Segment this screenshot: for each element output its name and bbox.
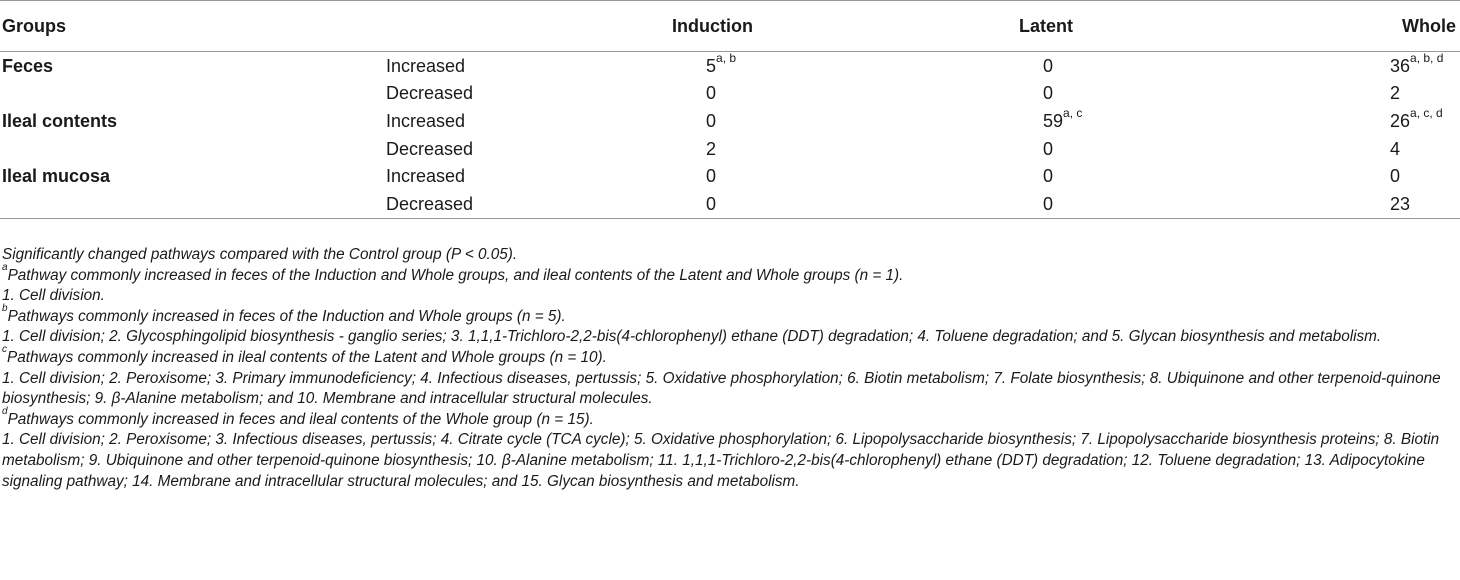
header-whole-label: Whole xyxy=(1402,15,1456,36)
table-footnotes xyxy=(0,245,1458,492)
table-row xyxy=(0,190,1460,218)
footnote-d-list: 1. Cell division; 2. Peroxisome; 3. Infectious diseases, pertussis; 4. Citrate cycle (TCA cycle); 5. Oxidative phosphorylation; 6. Lipopolysaccharide biosynthesis; 7. Lipopolysaccharide biosynthesis proteins; 8. Biotin metabolism; 9. Ubiquinone and other terpenoid-quinone biosynthesis; 10. β-Alanine metabolism; 11. 1,1,1-Trichloro-2,2-bis(4-chlorophenyl) ethane (DDT) degradation; 12. Toluene degradation; 13. Adipocytokine signaling pathway; 14. Membrane and intracellular structural molecules; and 15. Glycan biosynthesis and metabolism. xyxy=(2,431,1440,490)
row-direction: Increased xyxy=(386,55,466,76)
footnote-b-mark: b xyxy=(2,302,8,314)
row-group xyxy=(0,190,384,218)
results-table xyxy=(0,0,1460,219)
footnote-a-list: 1. Cell division. xyxy=(2,287,105,305)
row-group xyxy=(0,135,384,163)
header-latent xyxy=(824,1,1161,52)
row-latent xyxy=(824,190,1161,218)
footnote-b xyxy=(0,302,1458,328)
row-induction xyxy=(624,135,824,163)
table-row xyxy=(0,80,1460,108)
cell-value: 0 xyxy=(1043,193,1054,214)
table-row xyxy=(0,135,1460,163)
cell-value: 5 xyxy=(706,55,717,76)
row-induction xyxy=(624,80,824,108)
table-header xyxy=(0,1,1460,52)
row-group: Ileal contents xyxy=(2,110,118,131)
footnote-a xyxy=(0,261,1458,287)
footnote-c xyxy=(0,343,1458,369)
footnote-intro: Significantly changed pathways compared with the Control group (P < 0.05). xyxy=(2,246,518,263)
cell-value: 0 xyxy=(706,83,717,104)
footnote-c-list: 1. Cell division; 2. Peroxisome; 3. Primary immunodeficiency; 4. Infectious diseases, pertussis; 5. Oxidative phosphorylation; 6. Biotin metabolism; 7. Folate biosynthesis; 8. Ubiquinone and other terpenoid-quinone biosynthesis; 9. β-Alanine metabolism; and 10. Membrane and intracellular structural molecules. xyxy=(2,369,1441,408)
row-induction xyxy=(624,162,824,190)
cell-value: 0 xyxy=(1043,83,1054,104)
cell-value: 36 xyxy=(1390,55,1411,76)
cell-value: 0 xyxy=(706,166,717,187)
footnote-d xyxy=(0,405,1458,431)
footnote-mark: a, b xyxy=(716,50,737,65)
cell-value: 2 xyxy=(1390,83,1401,104)
row-latent xyxy=(824,107,1161,135)
footnote-b-text: Pathways commonly increased in feces of the Induction and Whole groups (n = 5). xyxy=(7,307,566,325)
row-induction xyxy=(624,107,824,135)
row-whole xyxy=(1161,52,1460,80)
row-direction: Increased xyxy=(386,166,466,187)
footnote-a-text: Pathway commonly increased in feces of the Induction and Whole groups, and ileal contents of the Latent and Whole groups (n = 1). xyxy=(7,266,904,284)
row-whole xyxy=(1161,107,1460,135)
cell-value: 0 xyxy=(1043,55,1054,76)
cell-value: 23 xyxy=(1390,193,1411,214)
header-latent-label: Latent xyxy=(1019,15,1073,36)
row-direction: Decreased xyxy=(386,138,474,159)
cell-value: 0 xyxy=(1043,138,1054,159)
row-group xyxy=(0,80,384,108)
footnote-mark: a, c, d xyxy=(1410,105,1443,120)
row-induction xyxy=(624,52,824,80)
row-whole xyxy=(1161,190,1460,218)
table-row xyxy=(0,162,1460,190)
footnote-d-mark: d xyxy=(2,405,8,417)
header-row xyxy=(0,1,1460,52)
row-whole xyxy=(1161,162,1460,190)
header-induction-label: Induction xyxy=(672,15,753,36)
header-direction xyxy=(384,1,624,52)
cell-value: 0 xyxy=(1390,166,1401,187)
row-latent xyxy=(824,162,1161,190)
row-group: Feces xyxy=(2,55,54,76)
footnote-c-mark: c xyxy=(2,343,7,355)
cell-value: 2 xyxy=(706,138,717,159)
header-whole xyxy=(1161,1,1460,52)
row-whole xyxy=(1161,80,1460,108)
footnote-mark: a, c xyxy=(1063,105,1083,120)
header-induction xyxy=(624,1,824,52)
cell-value: 4 xyxy=(1390,138,1401,159)
row-latent xyxy=(824,52,1161,80)
cell-value: 59 xyxy=(1043,110,1064,131)
row-latent xyxy=(824,135,1161,163)
footnote-a-mark: a xyxy=(2,261,8,273)
cell-value: 0 xyxy=(1043,166,1054,187)
row-whole xyxy=(1161,135,1460,163)
footnote-b-list: 1. Cell division; 2. Glycosphingolipid biosynthesis - ganglio series; 3. 1,1,1-Trichloro-2,2-bis(4-chlorophenyl) ethane (DDT) degradation; 4. Toluene degradation; and 5. Glycan biosynthesis and metabolism. xyxy=(2,328,1382,346)
row-latent xyxy=(824,80,1161,108)
cell-value: 0 xyxy=(706,110,717,131)
table-body xyxy=(0,52,1460,219)
row-direction: Decreased xyxy=(384,190,624,218)
row-direction: Increased xyxy=(386,110,466,131)
row-group: Ileal mucosa xyxy=(2,166,111,187)
footnote-mark: a, b, d xyxy=(1410,50,1444,65)
footnote-c-text: Pathways commonly increased in ileal contents of the Latent and Whole groups (n = 10). xyxy=(7,348,607,366)
cell-value: 26 xyxy=(1390,110,1411,131)
row-induction xyxy=(624,190,824,218)
table-row xyxy=(0,52,1460,80)
row-direction: Decreased xyxy=(386,83,474,104)
header-groups: Groups xyxy=(0,1,384,52)
table-row xyxy=(0,107,1460,135)
footnote-d-text: Pathways commonly increased in feces and ileal contents of the Whole group (n = 15). xyxy=(7,410,594,428)
cell-value: 0 xyxy=(706,193,717,214)
